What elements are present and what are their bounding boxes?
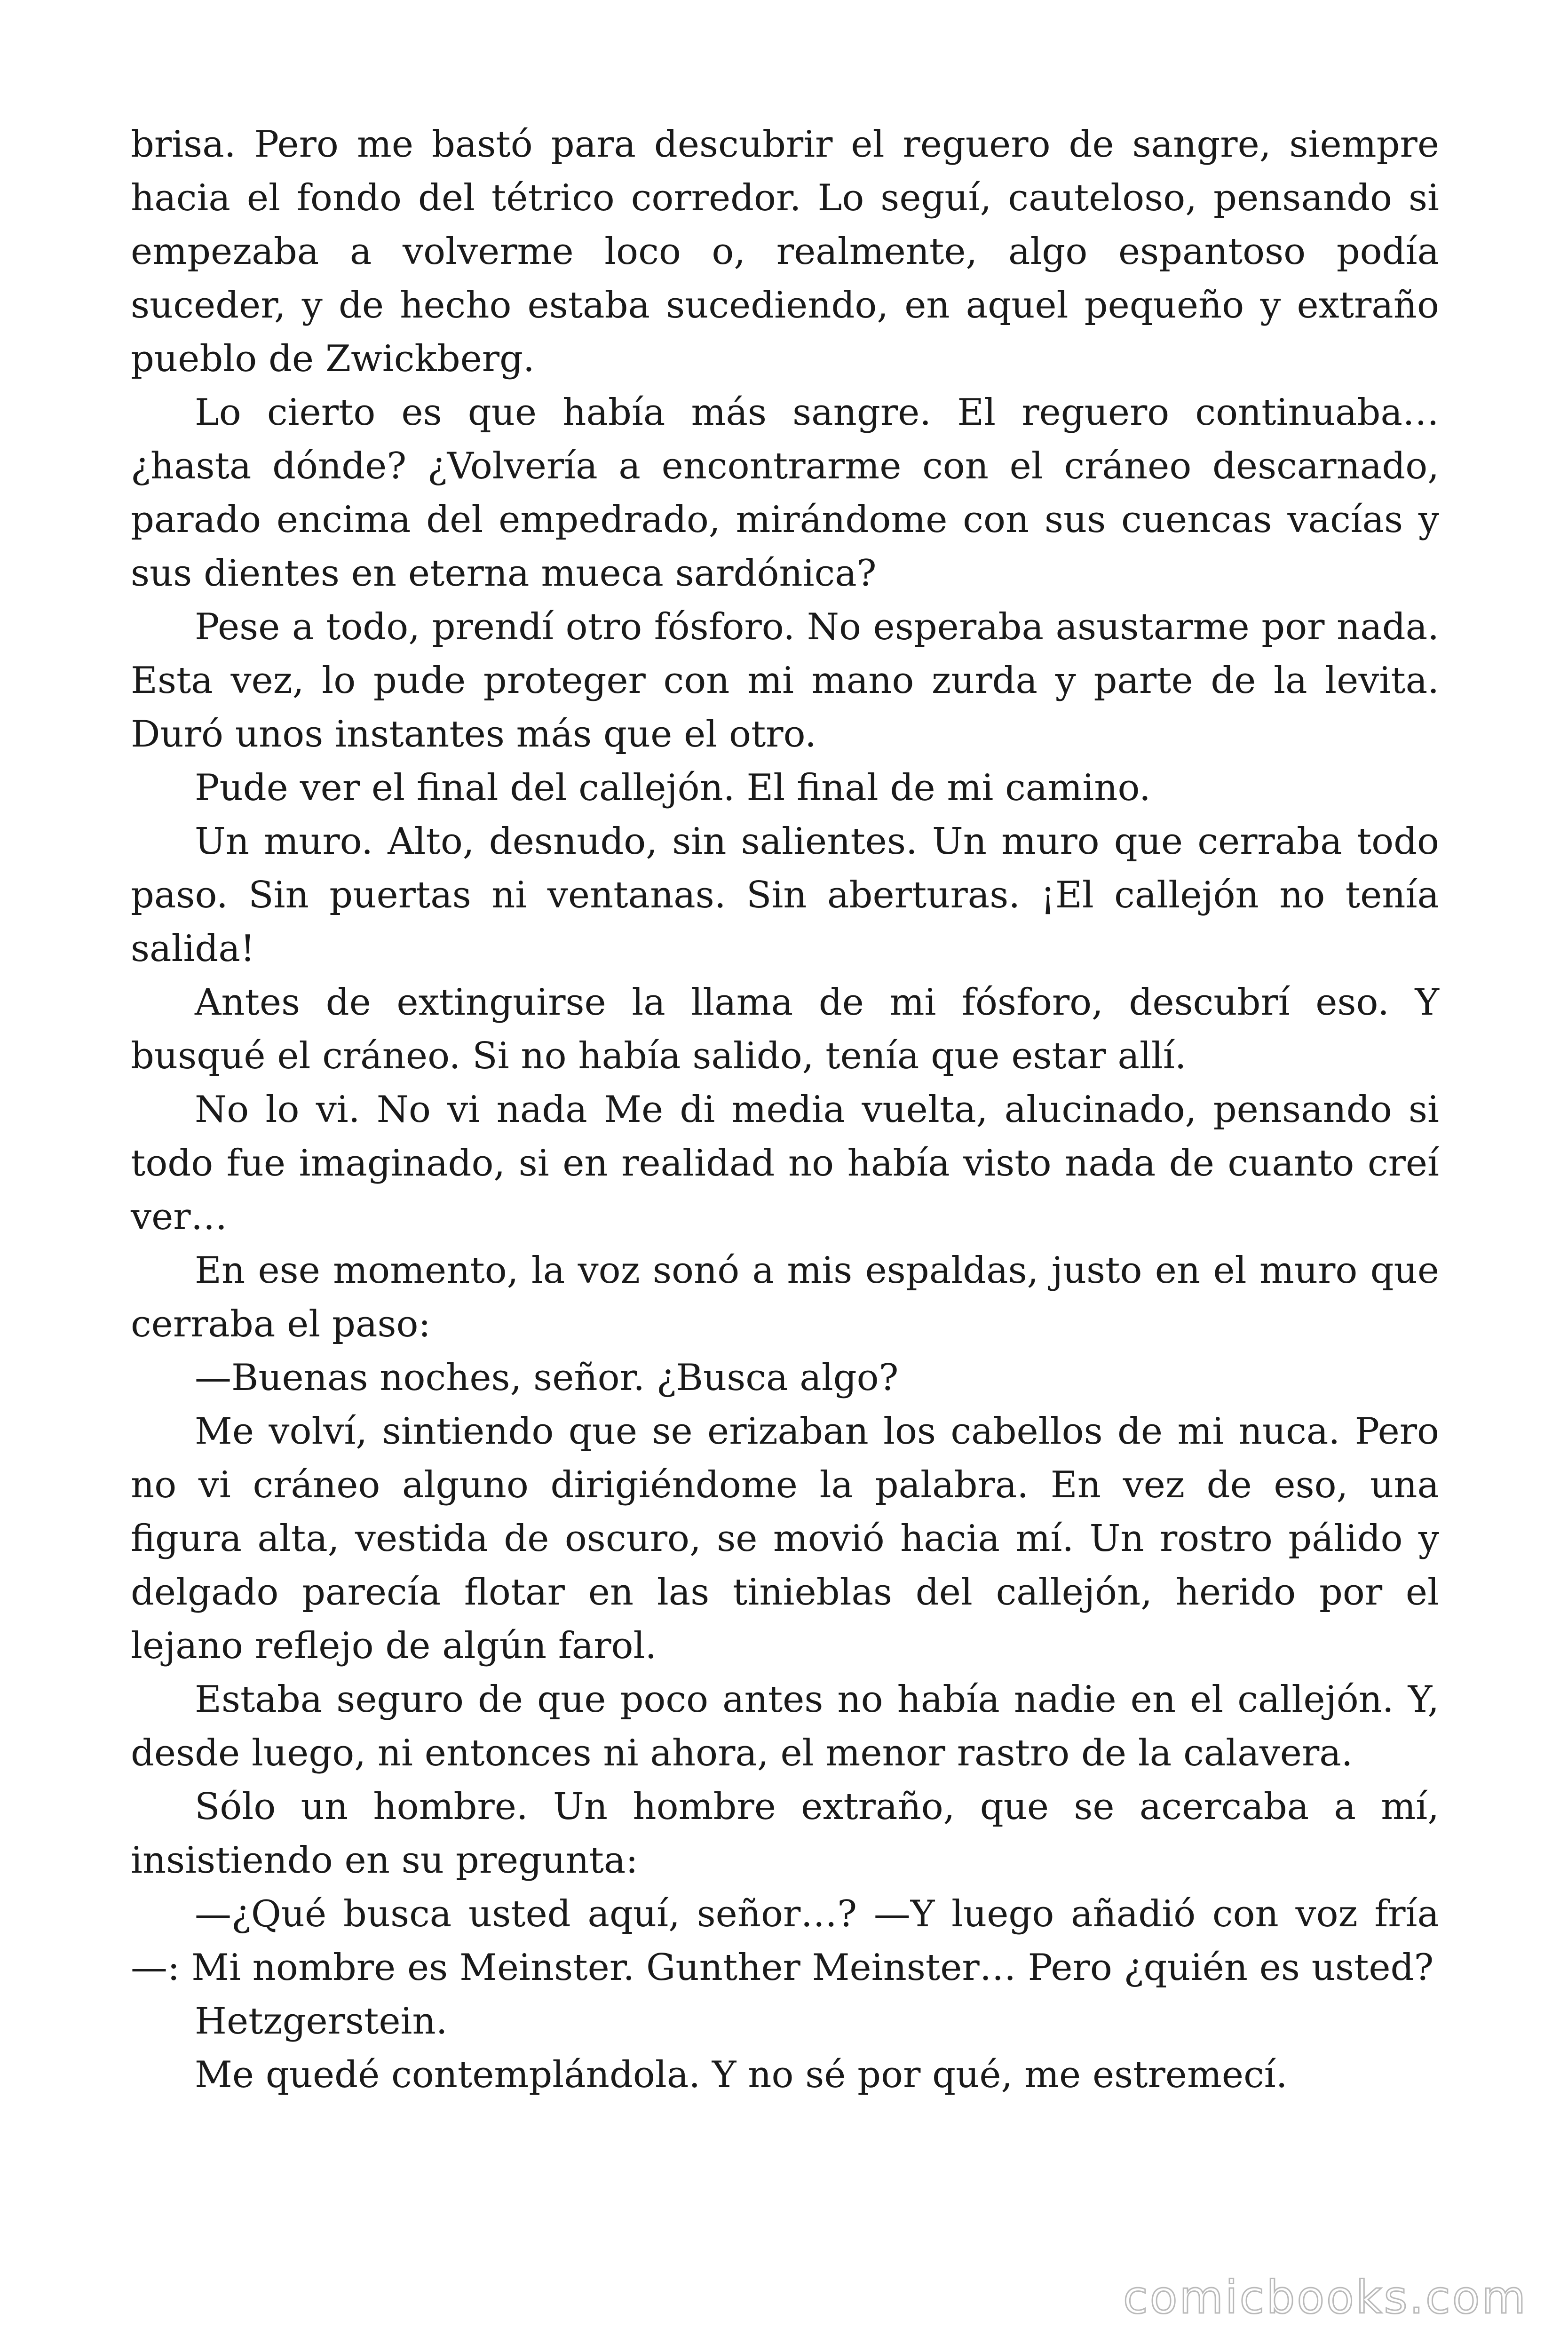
paragraph-11: Estaba seguro de que poco antes no había nadie en el callejón. Y, desde luego, ni entonces ni ahora, el menor rastro de la calavera. bbox=[131, 1678, 1439, 1774]
paragraph-5: Un muro. Alto, desnudo, sin salientes. Un muro que cerraba todo paso. Sin puertas ni ventanas. Sin aberturas. ¡El callejón no tenía salida! bbox=[131, 820, 1439, 970]
paragraph-10: Me volví, sintiendo que se erizaban los cabellos de mi nuca. Pero no vi cráneo alguno dirigiéndome la palabra. En vez de eso, una figura alta, vestida de oscuro, se movió hacia mí. Un rostro pálido y delgado parecía flotar en las tinieblas del callejón, herido por el lejano reflejo de algún farol. bbox=[131, 1410, 1439, 1667]
paragraph-8: En ese momento, la voz sonó a mis espaldas, justo en el muro que cerraba el paso: bbox=[131, 1249, 1439, 1345]
paragraph-9: —Buenas noches, señor. ¿Busca algo? bbox=[195, 1357, 899, 1399]
paragraph-7: No lo vi. No vi nada Me di media vuelta, alucinado, pensando si todo fue imaginado, si en realidad no había visto nada de cuanto creí ver… bbox=[131, 1089, 1439, 1238]
paragraph-3: Pese a todo, prendí otro fósforo. No esperaba asustarme por nada. Esta vez, lo pude proteger con mi mano zurda y parte de la levita. Duró unos instantes más que el otro. bbox=[131, 606, 1439, 755]
watermark: comicbooks.com bbox=[1123, 2271, 1528, 2324]
paragraph-15: Me quedé contemplándola. Y no sé por qué, me estremecí. bbox=[195, 2054, 1288, 2096]
paragraph-12: Sólo un hombre. Un hombre extraño, que se acercaba a mí, insistiendo en su pregunta: bbox=[131, 1786, 1439, 1882]
paragraph-14: Hetzgerstein. bbox=[195, 2000, 448, 2042]
paragraph-4: Pude ver el final del callejón. El final de mi camino. bbox=[195, 767, 1151, 809]
page-text bbox=[131, 118, 1439, 2102]
paragraph-6: Antes de extinguirse la llama de mi fósforo, descubrí eso. Y busqué el cráneo. Si no había salido, tenía que estar allí. bbox=[131, 981, 1439, 1077]
paragraph-13: —¿Qué busca usted aquí, señor…? —Y luego añadió con voz fría —: Mi nombre es Meinster. Gunther Meinster… Pero ¿quién es usted? bbox=[131, 1893, 1439, 1989]
paragraph-1: brisa. Pero me bastó para descubrir el reguero de sangre, siempre hacia el fondo del tétrico corredor. Lo seguí, cauteloso, pensando si empezaba a volverme loco o, realmente, algo espantoso podía suceder, y de hecho estaba sucediendo, en aquel pequeño y extraño pueblo de Zwickberg. bbox=[131, 123, 1439, 380]
paragraph-2: Lo cierto es que había más sangre. El reguero continuaba… ¿hasta dónde? ¿Volvería a encontrarme con el cráneo descarnado, parado encima del empedrado, mirándome con sus cuencas vacías y sus dientes en eterna mueca sardónica? bbox=[131, 391, 1439, 595]
